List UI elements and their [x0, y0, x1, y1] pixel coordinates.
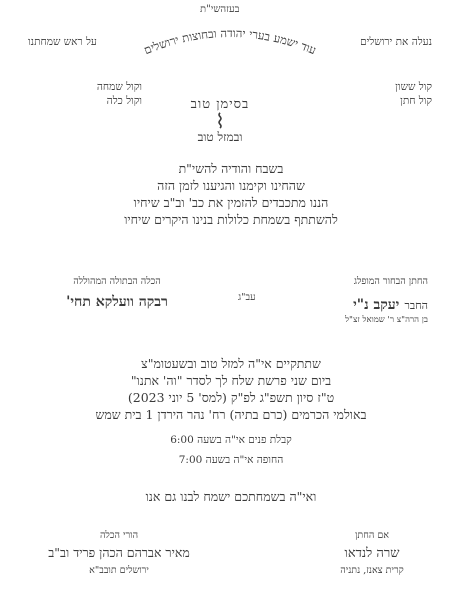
- details-line-3: ט"ז סיון תשפ"ג לפ"ק (למס' 5 יוני 2023): [127, 390, 335, 405]
- chuppah-time: החופה אי"ה בשעה 7:00: [178, 454, 284, 466]
- reception-time: קבלת פנים אי"ה בשעה 6:00: [170, 434, 292, 446]
- bride-title: הכלה הבתולה המהוללה: [73, 276, 161, 287]
- groom-block: [288, 276, 428, 325]
- details-line-4: באולמי הכרמים (כרם בתיה) רח' נהר הירדן 1 בית שמש: [95, 407, 367, 422]
- right-voice-1: קול ששון: [395, 81, 432, 93]
- svg-text:עוד ישמע בערי יהודה ובחוצות יר: [142, 26, 318, 57]
- intro-line-1: בשבח והודיה להשי"ת: [178, 161, 284, 176]
- event-details: [0, 355, 462, 423]
- groom-mother-block: [312, 530, 432, 576]
- details-line-2: ביום שני פרשת שלח לך לסדר "וה' אתנו": [130, 373, 332, 388]
- emblem-line-2: ובמזל טוב: [197, 130, 243, 144]
- bride-parents-city: ירושלים תובב"א: [89, 565, 149, 576]
- right-corner-text: נעלה את ירושלים: [360, 36, 432, 48]
- left-voices: [52, 80, 142, 108]
- couple-connector: עב"ג: [238, 292, 256, 303]
- right-voice-2: קול חתן: [400, 95, 432, 107]
- arc-verse-text: עוד ישמע בערי יהודה ובחוצות ירושלים: [141, 25, 319, 58]
- right-voices: [342, 80, 432, 108]
- left-corner-text: על ראש שמחתנו: [28, 36, 97, 48]
- bride-parents-title: הורי הכלה: [99, 530, 139, 541]
- bride-parents-block: [24, 530, 214, 576]
- groom-parent: בן הרה"צ ר' שמואל זצ"ל: [345, 315, 428, 325]
- bride-block: [52, 276, 182, 311]
- emblem-divider: ⌇: [215, 109, 225, 133]
- intro-line-2: שהחינו וקימנו והגיענו לזמן הזה: [157, 178, 305, 193]
- center-emblem: [187, 96, 253, 145]
- groom-prefix: החבר: [404, 299, 428, 312]
- left-voice-2: וקול כלה: [106, 95, 142, 107]
- emblem-line-1: בסימן טוב: [190, 97, 250, 112]
- groom-mother-name: שרה לנדאו: [344, 546, 400, 561]
- left-voice-1: וקול שמחה: [96, 81, 142, 93]
- details-line-1: שתתקיים אי"ה למזל טוב ובשעטומ"צ: [141, 356, 321, 371]
- closing-line: ואי"ה בשמחתכם ישמח לבנו גם אנו: [145, 489, 317, 504]
- groom-mother-title: אם החתן: [355, 530, 389, 541]
- groom-mother-city: קרית צאנז, נתניה: [340, 565, 404, 576]
- groom-title: החתן הבחור המופלג: [353, 276, 428, 287]
- intro-block: [0, 160, 462, 228]
- bride-parents-name: מאיר אברהם הכהן פריד וב"ב: [48, 545, 190, 560]
- intro-line-4: להשתתף בשמחת כלולות בנינו היקרים שיחיו: [124, 212, 338, 227]
- groom-name: יעקב נ"י: [353, 297, 400, 313]
- bride-name: רבקה וועלקא תחי': [66, 294, 168, 310]
- bsd-header: בעזהשי"ת: [200, 4, 240, 15]
- intro-line-3: הננו מתכבדים להזמין את כב' וב"ב שיחיו: [133, 195, 329, 210]
